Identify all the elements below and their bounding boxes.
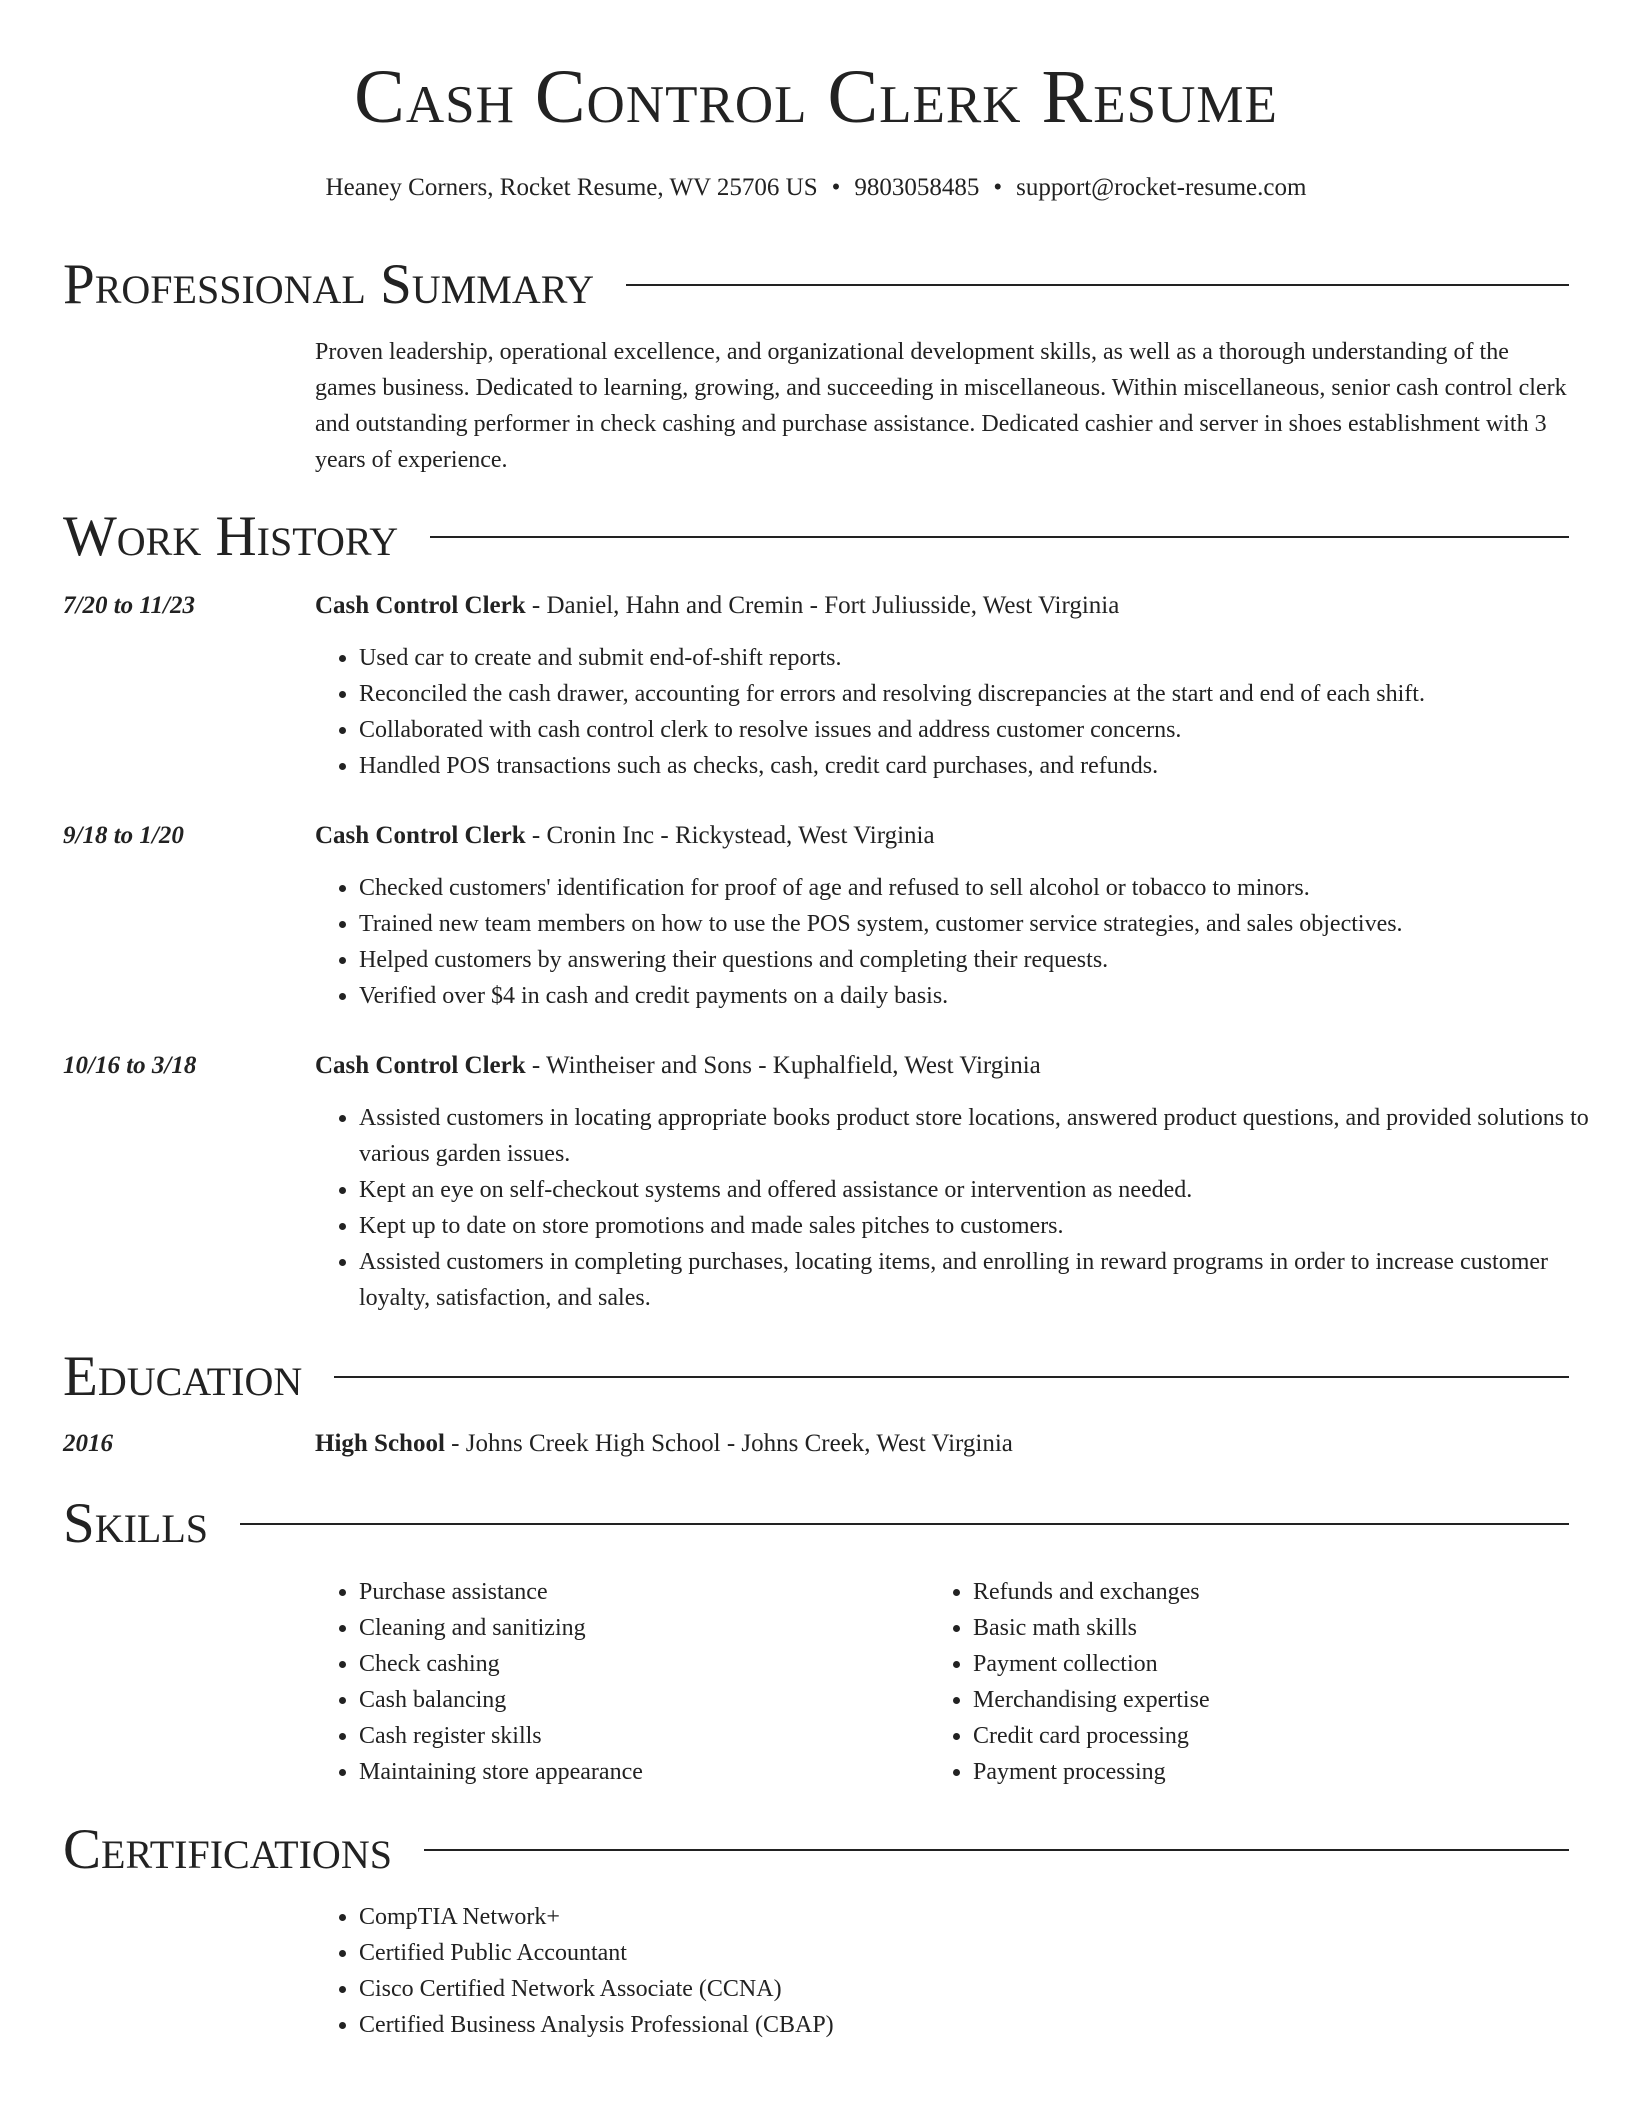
job-dates: 9/18 to 1/20 [63, 822, 184, 849]
skill-item: • Refunds and exchanges [973, 1574, 1533, 1610]
education-heading: Education [63, 1345, 303, 1408]
contact-phone: 9803058485 [854, 174, 980, 201]
work-heading: Work History [63, 505, 399, 568]
certification-item: • Certified Business Analysis Professional (CBAP) [359, 2007, 1259, 2043]
skill-item: • Purchase assistance [359, 1574, 919, 1610]
skills-section-heading [63, 1492, 1569, 1555]
section-divider [334, 1376, 1569, 1378]
section-divider [424, 1849, 1569, 1851]
job-bullet: • Trained new team members on how to use the POS system, customer service strategies, and sales objectives. [359, 906, 1619, 942]
skill-item: • Cash register skills [359, 1718, 919, 1754]
job-details: - Cronin Inc - Rickystead, West Virginia [525, 822, 935, 849]
skill-item: • Credit card processing [973, 1718, 1533, 1754]
section-divider [240, 1523, 1569, 1525]
job-bullet: • Kept up to date on store promotions and made sales pitches to customers. [359, 1208, 1619, 1244]
summary-section-heading [63, 253, 1569, 316]
skills-list-right [929, 1574, 1533, 1790]
contact-line [0, 174, 1632, 202]
certifications-heading: Certifications [63, 1818, 392, 1881]
skill-item: • Merchandising expertise [973, 1682, 1533, 1718]
education-year: 2016 [63, 1430, 113, 1457]
contact-separator: • [993, 174, 1003, 201]
education-degree: High School [315, 1430, 445, 1457]
job-bullet: • Verified over $4 in cash and credit payments on a daily basis. [359, 978, 1619, 1014]
education-section-heading [63, 1345, 1569, 1408]
section-divider [430, 536, 1569, 538]
job-dates: 7/20 to 11/23 [63, 592, 195, 619]
job-bullet: • Used car to create and submit end-of-shift reports. [359, 640, 1619, 676]
job-bullet: • Checked customers' identification for proof of age and refused to sell alcohol or tobacco to minors. [359, 870, 1619, 906]
section-divider [626, 284, 1569, 286]
job-bullets [315, 640, 1619, 784]
education-details: - Johns Creek High School - Johns Creek, West Virginia [444, 1430, 1013, 1457]
contact-separator: • [831, 174, 841, 201]
job-title: Cash Control Clerk [315, 1052, 526, 1079]
job-heading [315, 592, 1119, 620]
certifications-section-heading [63, 1818, 1569, 1881]
job-bullets [315, 870, 1619, 1014]
job-bullet: • Collaborated with cash control clerk to resolve issues and address customer concerns. [359, 712, 1619, 748]
certification-item: • Cisco Certified Network Associate (CCNA) [359, 1971, 1259, 2007]
job-bullet: • Handled POS transactions such as checks, cash, credit card purchases, and refunds. [359, 748, 1619, 784]
skill-item: • Payment processing [973, 1754, 1533, 1790]
skill-item: • Maintaining store appearance [359, 1754, 919, 1790]
summary-heading: Professional Summary [63, 253, 595, 316]
skills-heading: Skills [63, 1492, 209, 1555]
job-heading [315, 1052, 1041, 1080]
skill-item: • Cleaning and sanitizing [359, 1610, 919, 1646]
skill-item: • Check cashing [359, 1646, 919, 1682]
certifications-list [315, 1899, 1259, 2043]
work-section-heading [63, 505, 1569, 568]
contact-email[interactable]: support@rocket-resume.com [1016, 174, 1307, 201]
certification-item: • CompTIA Network+ [359, 1899, 1259, 1935]
job-bullet: • Assisted customers in locating appropriate books product store locations, answered product questions, and provided solutions to various garden issues. [359, 1100, 1619, 1172]
job-bullet: • Assisted customers in completing purchases, locating items, and enrolling in reward programs in order to increase customer loyalty, satisfaction, and sales. [359, 1244, 1619, 1316]
job-bullets [315, 1100, 1619, 1316]
job-title: Cash Control Clerk [315, 822, 526, 849]
skill-item: • Basic math skills [973, 1610, 1533, 1646]
skill-item: • Cash balancing [359, 1682, 919, 1718]
contact-address: Heaney Corners, Rocket Resume, WV 25706 US [325, 174, 818, 201]
resume-title: Cash Control Clerk Resume [354, 55, 1278, 139]
job-bullet: • Kept an eye on self-checkout systems and offered assistance or intervention as needed. [359, 1172, 1619, 1208]
job-details: - Daniel, Hahn and Cremin - Fort Juliusside, West Virginia [525, 592, 1120, 619]
job-details: - Wintheiser and Sons - Kuphalfield, West Virginia [525, 1052, 1041, 1079]
job-bullet: • Helped customers by answering their questions and completing their requests. [359, 942, 1619, 978]
summary-text: Proven leadership, operational excellence, and organizational development skills, as well as a thorough understanding of the games business. Dedicated to learning, growing, and succeeding in miscellaneous. Within miscellaneous, senior cash control clerk and outstanding performer in check cashing and purchase assistance. Dedicated cashier and server in shoes establishment with 3 years of experience. [315, 339, 1567, 473]
job-bullet: • Reconciled the cash drawer, accounting for errors and resolving discrepancies at the start and end of each shift. [359, 676, 1619, 712]
certification-item: • Certified Public Accountant [359, 1935, 1259, 1971]
job-dates: 10/16 to 3/18 [63, 1052, 197, 1079]
job-heading [315, 822, 935, 850]
skill-item: • Payment collection [973, 1646, 1533, 1682]
job-title: Cash Control Clerk [315, 592, 526, 619]
education-line [315, 1430, 1013, 1458]
skills-list-left [315, 1574, 919, 1790]
